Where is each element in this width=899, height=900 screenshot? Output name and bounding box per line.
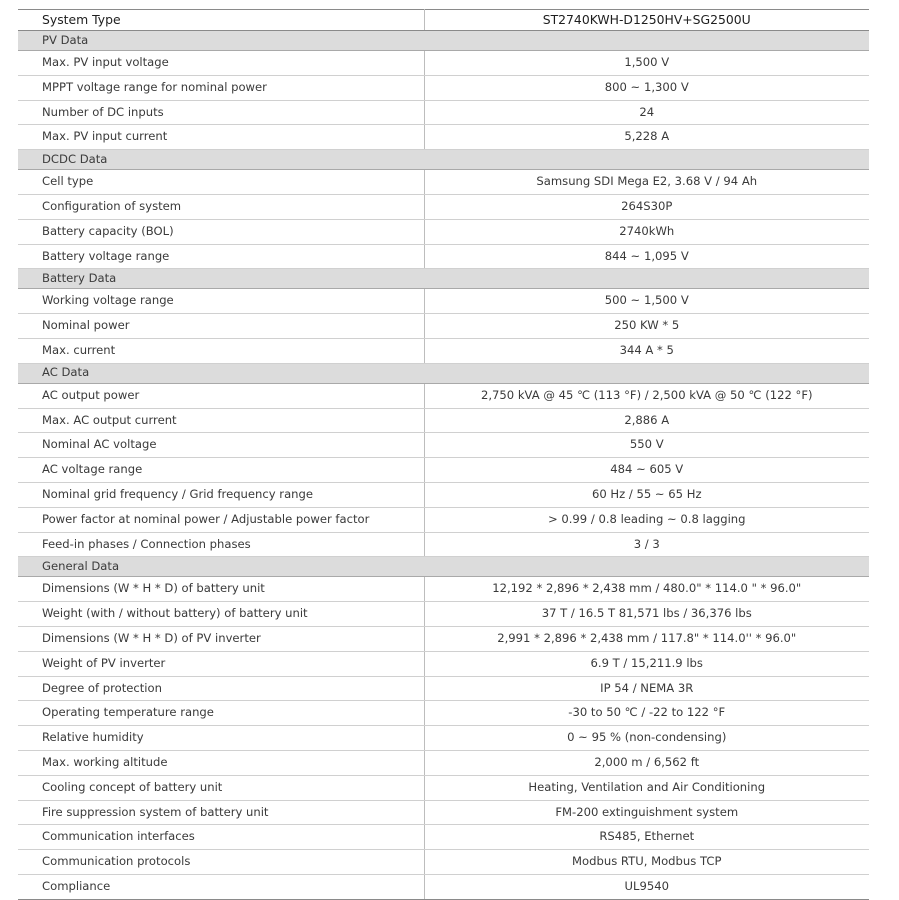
header-label: System Type — [18, 10, 424, 31]
row-label: Power factor at nominal power / Adjustable power factor — [18, 507, 424, 532]
row-label: Max. AC output current — [18, 408, 424, 433]
row-label: Fire suppression system of battery unit — [18, 800, 424, 825]
section-title: DCDC Data — [18, 150, 869, 170]
row-value: 2,991 * 2,896 * 2,438 mm / 117.8" * 114.0'' * 96.0" — [424, 626, 869, 651]
row-label: Relative humidity — [18, 726, 424, 751]
row-label: AC voltage range — [18, 458, 424, 483]
spec-table-body — [18, 10, 869, 900]
row-label: Dimensions (W * H * D) of PV inverter — [18, 626, 424, 651]
row-label: Max. working altitude — [18, 750, 424, 775]
row-label: Max. PV input current — [18, 125, 424, 150]
section-title: General Data — [18, 557, 869, 577]
table-row — [18, 750, 869, 775]
table-row — [18, 775, 869, 800]
row-value: 0 ~ 95 % (non-condensing) — [424, 726, 869, 751]
table-row — [18, 626, 869, 651]
table-row — [18, 100, 869, 125]
row-value: 2,886 A — [424, 408, 869, 433]
row-label: Configuration of system — [18, 194, 424, 219]
table-row — [18, 51, 869, 76]
section-title: Battery Data — [18, 269, 869, 289]
row-label: Communication interfaces — [18, 825, 424, 850]
table-row — [18, 676, 869, 701]
row-label: Compliance — [18, 874, 424, 899]
row-label: Nominal grid frequency / Grid frequency range — [18, 482, 424, 507]
section-header-battery-data — [18, 269, 869, 289]
table-row — [18, 244, 869, 269]
row-value: Samsung SDI Mega E2, 3.68 V / 94 Ah — [424, 170, 869, 195]
row-value: 344 A * 5 — [424, 338, 869, 363]
table-row — [18, 408, 869, 433]
row-value: 2740kWh — [424, 219, 869, 244]
row-label: Weight (with / without battery) of battery unit — [18, 602, 424, 627]
table-row — [18, 800, 869, 825]
section-header-ac-data — [18, 363, 869, 383]
section-header-general-data — [18, 557, 869, 577]
row-value: 550 V — [424, 433, 869, 458]
row-value: IP 54 / NEMA 3R — [424, 676, 869, 701]
row-value: 12,192 * 2,896 * 2,438 mm / 480.0" * 114.0 " * 96.0" — [424, 577, 869, 602]
row-label: Dimensions (W * H * D) of battery unit — [18, 577, 424, 602]
row-value: UL9540 — [424, 874, 869, 899]
table-row — [18, 170, 869, 195]
table-row — [18, 507, 869, 532]
table-row — [18, 726, 869, 751]
section-title: AC Data — [18, 363, 869, 383]
row-value: Heating, Ventilation and Air Conditioning — [424, 775, 869, 800]
table-row — [18, 874, 869, 899]
table-row — [18, 825, 869, 850]
table-row — [18, 338, 869, 363]
row-value: 24 — [424, 100, 869, 125]
row-value: 2,750 kVA @ 45 ℃ (113 °F) / 2,500 kVA @ 50 ℃ (122 °F) — [424, 383, 869, 408]
row-value: 2,000 m / 6,562 ft — [424, 750, 869, 775]
row-value: 500 ~ 1,500 V — [424, 289, 869, 314]
table-row — [18, 125, 869, 150]
table-row — [18, 289, 869, 314]
row-label: Max. current — [18, 338, 424, 363]
row-label: Nominal power — [18, 314, 424, 339]
row-label: Max. PV input voltage — [18, 51, 424, 76]
table-row — [18, 532, 869, 557]
table-row — [18, 219, 869, 244]
row-value: 484 ~ 605 V — [424, 458, 869, 483]
row-label: AC output power — [18, 383, 424, 408]
header-value: ST2740KWH-D1250HV+SG2500U — [424, 10, 869, 31]
row-value: 250 KW * 5 — [424, 314, 869, 339]
row-label: Cell type — [18, 170, 424, 195]
row-label: Weight of PV inverter — [18, 651, 424, 676]
row-value: FM-200 extinguishment system — [424, 800, 869, 825]
row-value: 844 ~ 1,095 V — [424, 244, 869, 269]
header-row — [18, 10, 869, 31]
row-label: Number of DC inputs — [18, 100, 424, 125]
row-value: 800 ~ 1,300 V — [424, 75, 869, 100]
row-label: Cooling concept of battery unit — [18, 775, 424, 800]
row-label: Feed-in phases / Connection phases — [18, 532, 424, 557]
table-row — [18, 75, 869, 100]
row-label: Battery voltage range — [18, 244, 424, 269]
section-title: PV Data — [18, 31, 869, 51]
row-value: RS485, Ethernet — [424, 825, 869, 850]
table-row — [18, 433, 869, 458]
row-label: Operating temperature range — [18, 701, 424, 726]
section-header-dcdc-data — [18, 150, 869, 170]
section-header-pv-data — [18, 31, 869, 51]
row-value: 264S30P — [424, 194, 869, 219]
row-value: > 0.99 / 0.8 leading ~ 0.8 lagging — [424, 507, 869, 532]
row-value: 37 T / 16.5 T 81,571 lbs / 36,376 lbs — [424, 602, 869, 627]
row-label: Working voltage range — [18, 289, 424, 314]
row-value: 1,500 V — [424, 51, 869, 76]
row-value: 5,228 A — [424, 125, 869, 150]
table-row — [18, 850, 869, 875]
table-row — [18, 602, 869, 627]
table-row — [18, 701, 869, 726]
row-value: Modbus RTU, Modbus TCP — [424, 850, 869, 875]
table-row — [18, 482, 869, 507]
table-row — [18, 651, 869, 676]
table-row — [18, 458, 869, 483]
row-label: Communication protocols — [18, 850, 424, 875]
row-label: Battery capacity (BOL) — [18, 219, 424, 244]
table-row — [18, 577, 869, 602]
table-row — [18, 314, 869, 339]
row-value: 60 Hz / 55 ~ 65 Hz — [424, 482, 869, 507]
row-label: MPPT voltage range for nominal power — [18, 75, 424, 100]
table-row — [18, 194, 869, 219]
spec-table — [18, 9, 869, 900]
table-row — [18, 383, 869, 408]
row-value: -30 to 50 ℃ / -22 to 122 °F — [424, 701, 869, 726]
row-label: Nominal AC voltage — [18, 433, 424, 458]
row-value: 3 / 3 — [424, 532, 869, 557]
row-label: Degree of protection — [18, 676, 424, 701]
row-value: 6.9 T / 15,211.9 lbs — [424, 651, 869, 676]
